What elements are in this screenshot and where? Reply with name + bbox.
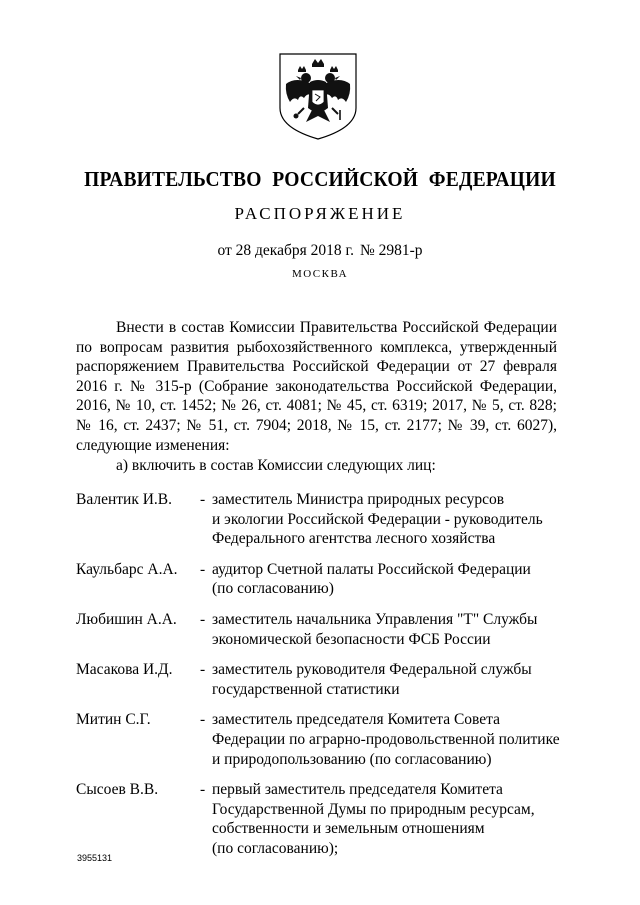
member-row — [76, 780, 566, 858]
member-name: Масакова И.Д. — [76, 661, 173, 679]
document-code: 3955131 — [77, 853, 113, 863]
member-position: первый заместитель председателя Комитета Государственной Думы по природным ресурсам, собственности и земельным отношениям (по согласованию); — [212, 781, 535, 857]
member-dash: - — [200, 491, 206, 508]
main-paragraph: Внести в состав Комиссии Правительства Российской Федерации по вопросам развития рыбохозяйственного комплекса, утвержденный распоряжением Правительства Российской Федерации от 27 февраля 2016 г. № 315-р (Собрание законодательства Российской Федерации, 2016, № 10, ст. 1452; № 26, ст. 4081; № 45, ст. 6319; 2017, № 5, ст. 828; № 16, ст. 2437; № 51, ст. 7904; 2018, № 15, ст. 2177; № 39, ст. 6027), следующие изменения: — [76, 319, 557, 454]
government-title: ПРАВИТЕЛЬСТВО РОССИЙСКОЙ ФЕДЕРАЦИИ — [84, 167, 556, 191]
member-dash: - — [200, 781, 206, 799]
member-name: Валентик И.В. — [76, 491, 173, 508]
members-list — [76, 490, 566, 870]
document-date: от 28 декабря 2018 г. — [217, 242, 354, 259]
member-dash: - — [200, 610, 206, 628]
body-text — [76, 318, 557, 455]
member-row — [76, 490, 566, 549]
member-position: аудитор Счетной палаты Российской Федерации (по согласованию) — [212, 560, 531, 598]
member-dash: - — [200, 711, 206, 729]
member-row — [76, 710, 566, 769]
document-type: РАСПОРЯЖЕНИЕ — [234, 204, 406, 223]
member-name: Сысоев В.В. — [76, 781, 159, 799]
member-dash: - — [200, 661, 206, 679]
member-row — [76, 560, 566, 599]
member-position: заместитель начальника Управления "Т" Службы экономической безопасности ФСБ России — [212, 610, 538, 648]
member-position: заместитель председателя Комитета Совета Федерации по аграрно-продовольственной политике и природопользованию (по согласованию) — [212, 711, 560, 768]
member-row — [76, 610, 566, 649]
document-date-line — [0, 242, 640, 260]
member-dash: - — [200, 560, 206, 578]
subitem-a: а) включить в состав Комиссии следующих лиц: — [116, 457, 436, 474]
member-name: Любишин А.А. — [76, 610, 177, 628]
state-emblem-icon — [276, 50, 360, 142]
member-row — [76, 660, 566, 699]
member-position: заместитель руководителя Федеральной службы государственной статистики — [212, 661, 532, 698]
member-name: Митин С.Г. — [76, 711, 151, 729]
member-position: заместитель Министра природных ресурсов и экологии Российской Федерации - руководитель Федерального агентства лесного хозяйства — [212, 491, 543, 548]
document-city: МОСКВА — [291, 268, 349, 280]
member-name: Каульбарс А.А. — [76, 560, 178, 578]
document-number: № 2981-р — [359, 242, 423, 259]
